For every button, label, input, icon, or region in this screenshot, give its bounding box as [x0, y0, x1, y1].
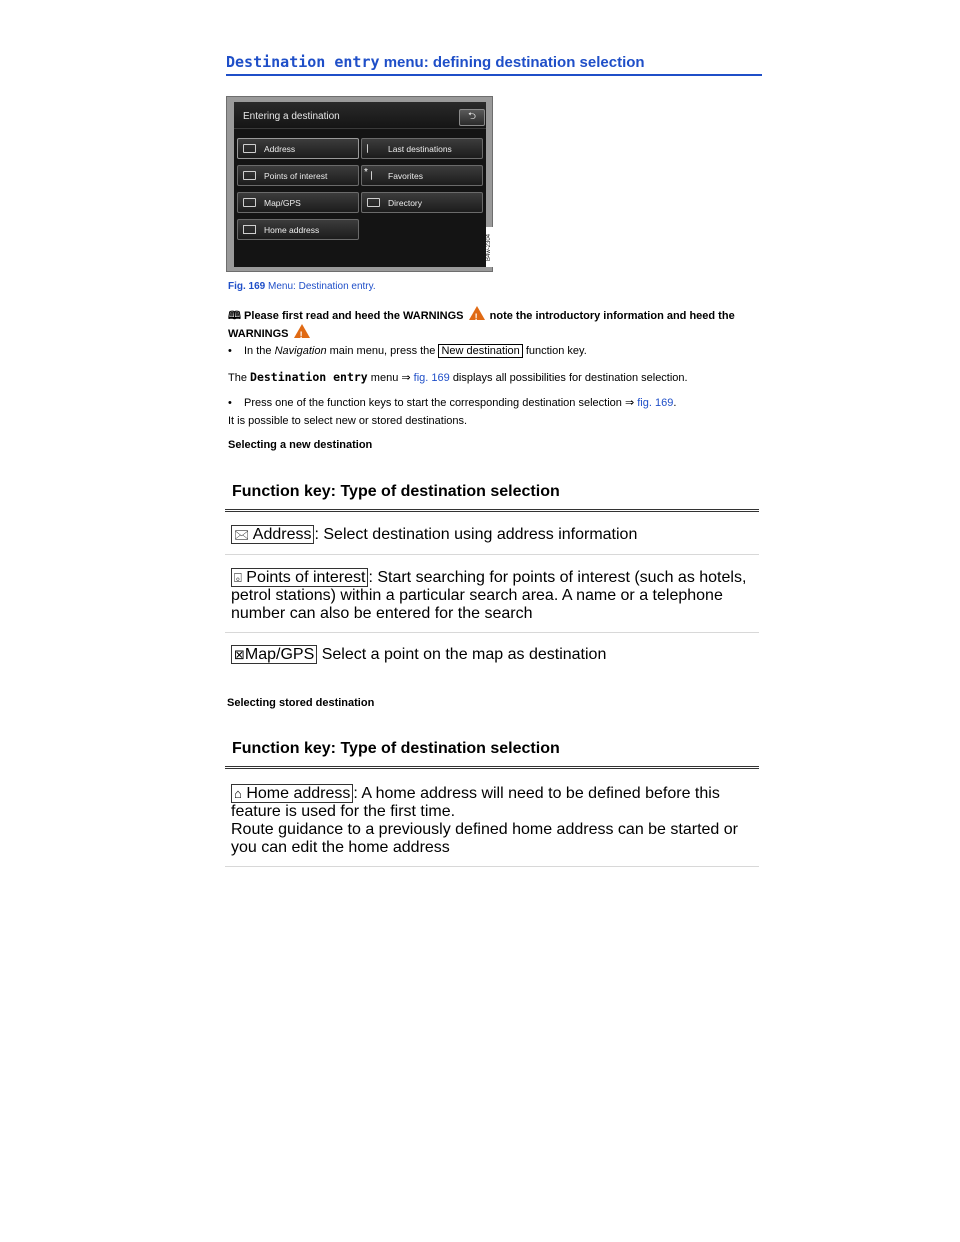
favorites-key-label: Favorites [388, 171, 423, 181]
table-row-map-gps [231, 646, 751, 664]
table-stored-header-rule [225, 766, 759, 769]
warning-triangle-icon [294, 324, 310, 338]
table-new-header: Function key: Type of destination selection [232, 483, 560, 500]
address-key-label: Address [264, 144, 296, 154]
flag-icon [371, 171, 380, 180]
favorites-key[interactable] [361, 165, 483, 186]
address-key-name: Address [252, 526, 312, 543]
address-function-key [231, 525, 314, 544]
fig-169-link[interactable]: fig. 169 [637, 397, 674, 409]
step-press-function-key [228, 396, 774, 411]
last-destinations-key-label: Last destinations [388, 144, 452, 154]
step1-navigation: Navigation [274, 345, 327, 357]
subheading-new-destination: Selecting a new destination [228, 439, 373, 451]
book-icon: 🕮 [228, 310, 241, 322]
points-of-interest-key-name: Points of interest [246, 569, 366, 586]
intro-paragraph [228, 370, 758, 386]
map-gps-function-key [231, 645, 317, 664]
address-description: : Select destination using address information [314, 526, 638, 543]
last-destinations-key[interactable] [361, 138, 483, 159]
stored-note: It is possible to select new or stored destinations. [228, 415, 468, 427]
map-icon: ⊠ [234, 647, 245, 662]
home-address-key-label: Home address [264, 225, 320, 235]
map-icon [243, 198, 256, 207]
para1-mid: menu ⇒ [370, 372, 411, 384]
table-row-address [231, 526, 751, 544]
fig-169-link[interactable]: fig. 169 [413, 372, 450, 384]
row-divider [225, 632, 759, 633]
warning-text-2: note the introductory information and heed the WARNINGS [228, 310, 735, 340]
address-key[interactable] [237, 138, 359, 159]
heading-menu-name: Destination entry [226, 53, 380, 71]
step2-post: . [673, 397, 677, 409]
table-row-home-address [231, 785, 751, 857]
para1-post: displays all possibilities for destination selection. [452, 372, 688, 384]
home-address-function-key [231, 784, 353, 803]
para1-menu-name: Destination entry [250, 370, 368, 384]
step1-pre: In the [244, 345, 272, 357]
envelope-icon: 🖂 [234, 527, 250, 542]
home-address-description-2: Route guidance to a previously defined home address can be started or you can edit the home address [231, 821, 738, 856]
para1-pre: The [228, 372, 247, 384]
home-address-key[interactable] [237, 219, 359, 240]
envelope-icon [243, 144, 256, 153]
home-address-key-name: Home address [246, 785, 351, 802]
row-divider [225, 866, 759, 867]
step1-post: function key. [525, 345, 587, 357]
camera-icon [243, 171, 256, 180]
warning-triangle-icon [469, 306, 485, 320]
screen-title: Entering a destination [243, 111, 340, 122]
directory-icon [367, 198, 380, 207]
directory-key[interactable] [361, 192, 483, 213]
points-of-interest-key-label: Points of interest [264, 171, 328, 181]
back-arrow-icon[interactable]: ⮌ [459, 109, 485, 126]
map-gps-key-name: Map/GPS [244, 646, 315, 663]
home-icon: ⌂ [234, 786, 242, 801]
home-icon [243, 225, 256, 234]
camera-icon: ⌻ [234, 570, 242, 585]
warning-notice [228, 306, 768, 342]
figure-number: Fig. 169 [228, 281, 266, 292]
figure-code: B4w-2304 [486, 227, 494, 267]
map-gps-key-label: Map/GPS [264, 198, 301, 208]
table-row-points-of-interest [231, 569, 751, 623]
table-new-header-rule [225, 509, 759, 512]
step1-mid: main menu, press the [329, 345, 436, 357]
new-destination-key: New destination [438, 344, 522, 358]
subheading-stored-destination: Selecting stored destination [227, 697, 375, 709]
row-divider [225, 554, 759, 555]
points-of-interest-description: : Start searching for points of interest (such as hotels, petrol stations) within a particular search area. A name or a telephone number can also be entered for the search [231, 569, 747, 622]
warning-text-1: Please first read and heed the WARNINGS [244, 310, 464, 322]
flag-icon [367, 144, 376, 153]
points-of-interest-key[interactable] [237, 165, 359, 186]
directory-key-label: Directory [388, 198, 423, 208]
map-gps-key[interactable] [237, 192, 359, 213]
figure-caption-text: Menu: Destination entry. [268, 281, 376, 292]
step-new-destination [228, 344, 774, 359]
table-stored-header: Function key: Type of destination selection [232, 740, 560, 757]
heading-text: menu: defining destination selection [383, 54, 645, 71]
map-gps-description: Select a point on the map as destination [317, 646, 607, 663]
destination-screen [234, 102, 486, 267]
screen-header [234, 102, 486, 129]
star-icon: * [364, 167, 368, 178]
step2-text: Press one of the function keys to start the corresponding destination selection ⇒ [244, 397, 635, 409]
figure-screenshot [226, 96, 493, 272]
home-address-description: : A home address will need to be defined before this feature is used for the first time. [231, 785, 720, 820]
points-of-interest-function-key [231, 568, 368, 587]
section-heading [226, 52, 762, 76]
figure-caption [228, 281, 376, 292]
